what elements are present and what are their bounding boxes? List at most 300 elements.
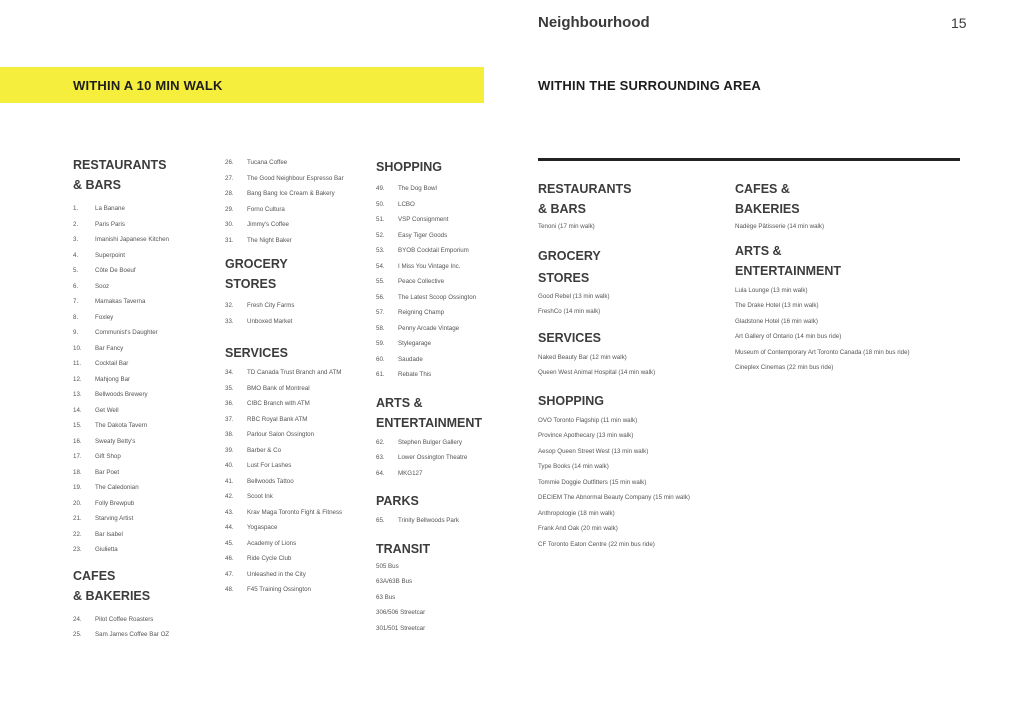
section-heading bbox=[376, 393, 491, 433]
list-item bbox=[225, 416, 345, 424]
item-text: TD Canada Trust Branch and ATM bbox=[247, 369, 342, 376]
item-text: 505 Bus bbox=[376, 562, 399, 570]
list-item bbox=[73, 205, 203, 213]
list bbox=[735, 287, 965, 372]
list-item bbox=[735, 349, 965, 357]
list-item bbox=[735, 333, 965, 341]
list-item bbox=[73, 407, 203, 415]
section-heading bbox=[73, 566, 203, 606]
item-number: 29. bbox=[225, 205, 234, 213]
item-text: Communist's Daughter bbox=[95, 329, 158, 336]
item-text: Forno Cultura bbox=[247, 205, 285, 213]
item-text: Reigning Champ bbox=[398, 309, 445, 316]
item-text: Lula Lounge (13 min walk) bbox=[735, 286, 808, 294]
list-item bbox=[73, 221, 203, 229]
list bbox=[376, 517, 491, 525]
item-number: 7. bbox=[73, 298, 79, 305]
item-text: Stylegarage bbox=[398, 340, 432, 347]
item-text: Stephen Bulger Gallery bbox=[398, 438, 462, 446]
list-item bbox=[376, 294, 491, 302]
item-number: 47. bbox=[225, 570, 234, 578]
item-number: 31. bbox=[225, 236, 234, 244]
item-text: Paris Paris bbox=[95, 220, 125, 228]
item-number: 34. bbox=[225, 369, 234, 376]
list-item bbox=[225, 431, 345, 439]
item-text: Lower Ossington Theatre bbox=[398, 454, 468, 461]
item-text: DECIEM The Abnormal Beauty Company (15 min walk) bbox=[538, 494, 690, 501]
item-number: 23. bbox=[73, 546, 82, 553]
section-heading bbox=[538, 328, 728, 348]
list-item bbox=[735, 318, 965, 326]
list bbox=[73, 205, 203, 554]
list-item bbox=[73, 484, 203, 492]
surrounding-banner: WITHIN THE SURROUNDING AREA bbox=[538, 78, 762, 93]
item-text: Tenoni (17 min walk) bbox=[538, 223, 595, 230]
item-number: 62. bbox=[376, 438, 385, 446]
list-item bbox=[376, 340, 491, 348]
list-item bbox=[225, 237, 345, 245]
item-text: Queen West Animal Hospital (14 min walk) bbox=[538, 369, 656, 376]
heading-line: SERVICES bbox=[225, 346, 288, 360]
list-item bbox=[73, 252, 203, 260]
list-item bbox=[73, 438, 203, 446]
item-number: 38. bbox=[225, 431, 234, 438]
section-heading bbox=[735, 241, 965, 281]
list-item bbox=[73, 422, 203, 430]
list-item bbox=[376, 216, 491, 224]
item-number: 10. bbox=[73, 344, 82, 352]
item-text: Get Well bbox=[95, 406, 119, 414]
list-item bbox=[73, 298, 203, 306]
item-number: 2. bbox=[73, 220, 79, 228]
item-number: 21. bbox=[73, 515, 82, 522]
list-item bbox=[538, 448, 728, 456]
list-item bbox=[225, 302, 345, 310]
list-item bbox=[376, 263, 491, 271]
item-number: 28. bbox=[225, 190, 234, 197]
item-text: Yogaspace bbox=[247, 524, 278, 531]
item-text: Imanishi Japanese Kitchen bbox=[95, 236, 169, 243]
item-number: 55. bbox=[376, 278, 385, 285]
list-item bbox=[735, 223, 965, 231]
item-text: I Miss You Vintage Inc. bbox=[398, 262, 461, 270]
item-text: 63A/63B Bus bbox=[376, 578, 413, 585]
list-item bbox=[225, 159, 345, 167]
heading-line: STORES bbox=[538, 270, 590, 285]
page-number: 15 bbox=[951, 15, 967, 31]
list-item bbox=[376, 439, 491, 447]
item-number: 16. bbox=[73, 437, 82, 445]
list bbox=[538, 354, 728, 377]
divider-rule bbox=[538, 158, 960, 161]
list-item bbox=[73, 453, 203, 461]
heading-line: & BARS bbox=[73, 178, 121, 192]
list bbox=[735, 223, 965, 231]
list-item bbox=[538, 369, 728, 377]
item-text: FreshCo (14 min walk) bbox=[538, 308, 601, 315]
item-text: CF Toronto Eaton Centre (22 min bus ride) bbox=[538, 540, 655, 548]
list-item bbox=[538, 354, 728, 362]
list-item bbox=[538, 479, 728, 487]
list-item bbox=[376, 201, 491, 209]
item-text: The Dakota Tavern bbox=[95, 422, 148, 429]
walk-banner-label: WITHIN A 10 MIN WALK bbox=[73, 78, 223, 93]
list-item bbox=[73, 360, 203, 368]
item-number: 12. bbox=[73, 375, 82, 383]
item-text: Ride Cycle Club bbox=[247, 555, 292, 562]
item-text: Bar Fancy bbox=[95, 344, 124, 352]
list bbox=[538, 293, 728, 316]
item-text: Tommie Doggie Outfitters (15 min walk) bbox=[538, 478, 647, 486]
item-number: 20. bbox=[73, 499, 82, 507]
item-text: Côte De Boeuf bbox=[95, 267, 136, 274]
list-item bbox=[225, 493, 345, 501]
list-item bbox=[735, 364, 965, 372]
list-item bbox=[73, 546, 203, 554]
item-number: 51. bbox=[376, 216, 385, 223]
item-number: 50. bbox=[376, 200, 385, 208]
section-heading bbox=[376, 539, 491, 559]
item-number: 8. bbox=[73, 313, 79, 321]
item-text: The Dog Bowl bbox=[398, 185, 437, 192]
list-item bbox=[73, 616, 203, 624]
item-number: 3. bbox=[73, 236, 79, 243]
item-number: 58. bbox=[376, 324, 385, 332]
list bbox=[225, 369, 345, 594]
item-number: 65. bbox=[376, 517, 385, 524]
item-text: MKG127 bbox=[398, 469, 423, 477]
item-text: Province Apothecary (13 min walk) bbox=[538, 432, 634, 439]
item-text: Giulietta bbox=[95, 546, 118, 553]
item-text: The Night Baker bbox=[247, 236, 292, 244]
item-number: 43. bbox=[225, 508, 234, 516]
item-number: 5. bbox=[73, 267, 79, 274]
item-number: 40. bbox=[225, 462, 234, 469]
item-text: Cocktail Bar bbox=[95, 360, 129, 367]
item-text: Bar Poet bbox=[95, 468, 120, 476]
item-text: Barber & Co bbox=[247, 446, 282, 454]
list-item bbox=[376, 309, 491, 317]
section-heading bbox=[735, 179, 965, 219]
item-number: 17. bbox=[73, 453, 82, 460]
item-number: 26. bbox=[225, 159, 234, 166]
item-text: Folly Brewpub bbox=[95, 499, 135, 507]
left-column-1 bbox=[73, 155, 203, 647]
list-item bbox=[225, 400, 345, 408]
item-text: Art Gallery of Ontario (14 min bus ride) bbox=[735, 333, 842, 340]
list-item bbox=[225, 524, 345, 532]
section-heading bbox=[538, 245, 728, 289]
item-number: 18. bbox=[73, 468, 82, 476]
item-text: Type Books (14 min walk) bbox=[538, 463, 609, 470]
list bbox=[225, 159, 345, 244]
item-number: 25. bbox=[73, 631, 82, 638]
list-item bbox=[376, 609, 491, 617]
item-number: 63. bbox=[376, 454, 385, 461]
section-heading bbox=[225, 254, 345, 294]
left-column-3 bbox=[376, 157, 491, 640]
item-number: 53. bbox=[376, 247, 385, 254]
item-text: Academy of Lions bbox=[247, 539, 297, 547]
item-number: 45. bbox=[225, 539, 234, 547]
list-item bbox=[538, 223, 728, 231]
list bbox=[225, 302, 345, 325]
section-heading bbox=[376, 157, 491, 177]
heading-line: TRANSIT bbox=[376, 541, 431, 556]
item-number: 30. bbox=[225, 221, 234, 228]
heading-line: SHOPPING bbox=[538, 393, 604, 408]
list bbox=[538, 223, 728, 231]
heading-line: CAFES & bbox=[735, 182, 790, 196]
item-text: Gift Shop bbox=[95, 453, 121, 460]
section-heading bbox=[225, 343, 345, 363]
item-text: Bang Bang Ice Cream & Bakery bbox=[247, 190, 335, 197]
item-number: 24. bbox=[73, 615, 82, 623]
list-item bbox=[225, 571, 345, 579]
item-text: Peace Collective bbox=[398, 278, 445, 285]
heading-line: & BAKERIES bbox=[73, 588, 151, 603]
list-item bbox=[225, 175, 345, 183]
list bbox=[376, 439, 491, 478]
item-text: Jimmy's Coffee bbox=[247, 221, 289, 228]
item-text: Nadège Pâtisserie (14 min walk) bbox=[735, 223, 825, 230]
heading-line: BAKERIES bbox=[735, 202, 800, 216]
item-text: Unboxed Market bbox=[247, 317, 293, 325]
item-number: 56. bbox=[376, 293, 385, 301]
item-number: 13. bbox=[73, 391, 82, 398]
item-number: 41. bbox=[225, 477, 234, 485]
heading-line: ENTERTAINMENT bbox=[735, 263, 842, 278]
walk-banner bbox=[0, 67, 484, 103]
list-item bbox=[225, 206, 345, 214]
item-number: 48. bbox=[225, 586, 234, 593]
item-text: Parlour Salon Ossington bbox=[247, 431, 315, 438]
item-number: 57. bbox=[376, 309, 385, 316]
page-title: Neighbourhood bbox=[538, 14, 650, 31]
left-column-2 bbox=[225, 159, 345, 602]
item-text: BYOB Cocktail Emporium bbox=[398, 247, 469, 254]
item-text: Foxley bbox=[95, 313, 114, 321]
item-number: 52. bbox=[376, 231, 385, 239]
list bbox=[73, 616, 203, 639]
item-text: Anthropologie (18 min walk) bbox=[538, 509, 615, 517]
item-number: 64. bbox=[376, 469, 385, 477]
item-text: 306/506 Streetcar bbox=[376, 609, 426, 616]
list-item bbox=[376, 232, 491, 240]
item-text: Bar Isabel bbox=[95, 530, 123, 538]
item-text: Mahjong Bar bbox=[95, 375, 131, 383]
heading-line: SERVICES bbox=[538, 330, 601, 345]
item-text: Frank And Oak (20 min walk) bbox=[538, 525, 618, 532]
list-item bbox=[735, 287, 965, 295]
item-text: BMO Bank of Montreal bbox=[247, 384, 310, 392]
heading-line: ARTS & bbox=[735, 243, 782, 258]
item-number: 6. bbox=[73, 282, 79, 290]
list-item bbox=[376, 594, 491, 602]
item-text: Sooz bbox=[95, 282, 110, 290]
list-item bbox=[73, 631, 203, 639]
item-number: 42. bbox=[225, 493, 234, 500]
heading-line: STORES bbox=[225, 277, 277, 291]
item-number: 32. bbox=[225, 302, 234, 309]
section-heading bbox=[73, 155, 203, 195]
list bbox=[538, 417, 728, 549]
item-text: Pilot Coffee Roasters bbox=[95, 615, 154, 623]
list-item bbox=[73, 469, 203, 477]
list-item bbox=[376, 356, 491, 364]
list-item bbox=[73, 283, 203, 291]
list-item bbox=[376, 454, 491, 462]
item-number: 49. bbox=[376, 185, 385, 192]
list-item bbox=[73, 329, 203, 337]
list-item bbox=[376, 578, 491, 586]
list-item bbox=[376, 278, 491, 286]
item-text: La Banane bbox=[95, 205, 125, 212]
item-text: Krav Maga Toronto Fight & Fitness bbox=[247, 508, 343, 516]
item-text: Saudade bbox=[398, 355, 423, 363]
item-text: Unleashed in the City bbox=[247, 570, 306, 578]
item-text: LCBO bbox=[398, 200, 415, 208]
list-item bbox=[538, 541, 728, 549]
heading-line: GROCERY bbox=[538, 248, 601, 263]
item-text: Easy Tiger Goods bbox=[398, 231, 448, 239]
item-text: Museum of Contemporary Art Toronto Canada (18 min bus ride) bbox=[735, 348, 910, 356]
item-text: Trinity Bellwoods Park bbox=[398, 517, 459, 524]
item-number: 59. bbox=[376, 340, 385, 347]
list-item bbox=[538, 494, 728, 502]
item-number: 46. bbox=[225, 555, 234, 562]
item-text: Lust For Lashes bbox=[247, 462, 292, 469]
item-number: 54. bbox=[376, 262, 385, 270]
heading-line: GROCERY bbox=[225, 257, 288, 271]
item-number: 4. bbox=[73, 251, 79, 259]
list-item bbox=[225, 586, 345, 594]
list-item bbox=[376, 325, 491, 333]
list-item bbox=[73, 376, 203, 384]
item-number: 15. bbox=[73, 422, 82, 429]
section-heading bbox=[538, 179, 728, 219]
list-item bbox=[225, 190, 345, 198]
heading-line: & BARS bbox=[538, 202, 586, 216]
list-item bbox=[735, 302, 965, 310]
item-text: Cineplex Cinemas (22 min bus ride) bbox=[735, 364, 834, 371]
section-heading bbox=[376, 491, 491, 511]
list-item bbox=[225, 555, 345, 563]
list-item bbox=[225, 509, 345, 517]
list-item bbox=[376, 371, 491, 379]
list bbox=[376, 563, 491, 633]
item-text: VSP Consignment bbox=[398, 216, 449, 223]
list-item bbox=[73, 500, 203, 508]
item-text: Gladstone Hotel (16 min walk) bbox=[735, 317, 818, 325]
heading-line: ENTERTAINMENT bbox=[376, 415, 483, 430]
item-text: Penny Arcade Vintage bbox=[398, 324, 460, 332]
item-text: CIBC Branch with ATM bbox=[247, 400, 310, 407]
heading-line: CAFES bbox=[73, 568, 116, 583]
list-item bbox=[73, 314, 203, 322]
item-number: 39. bbox=[225, 446, 234, 454]
heading-line: PARKS bbox=[376, 494, 419, 508]
item-text: The Good Neighbour Espresso Bar bbox=[247, 174, 344, 182]
heading-line: RESTAURANTS bbox=[538, 182, 632, 196]
list-item bbox=[225, 447, 345, 455]
item-text: Starving Artist bbox=[95, 515, 134, 522]
list-item bbox=[225, 385, 345, 393]
item-number: 61. bbox=[376, 371, 385, 378]
list-item bbox=[376, 247, 491, 255]
item-number: 22. bbox=[73, 530, 82, 538]
list-item bbox=[73, 345, 203, 353]
item-text: Superpoint bbox=[95, 251, 125, 259]
list-item bbox=[225, 318, 345, 326]
right-column-2 bbox=[735, 179, 965, 380]
item-number: 60. bbox=[376, 355, 385, 363]
list-item bbox=[538, 308, 728, 316]
item-text: Rebate This bbox=[398, 371, 432, 378]
list-item bbox=[538, 525, 728, 533]
item-text: F45 Training Ossington bbox=[247, 586, 311, 593]
list-item bbox=[73, 531, 203, 539]
item-text: Good Rebel (13 min walk) bbox=[538, 292, 610, 300]
item-number: 27. bbox=[225, 174, 234, 182]
item-text: Sweaty Betty's bbox=[95, 437, 136, 445]
item-text: Mamakas Taverna bbox=[95, 298, 146, 305]
item-text: 63 Bus bbox=[376, 593, 396, 601]
section-heading bbox=[538, 391, 728, 411]
heading-line: RESTAURANTS bbox=[73, 158, 167, 172]
item-number: 9. bbox=[73, 329, 79, 336]
item-text: Sam James Coffee Bar OZ bbox=[95, 631, 170, 638]
heading-line: SHOPPING bbox=[376, 160, 442, 174]
item-text: Bellwoods Tattoo bbox=[247, 477, 294, 485]
list-item bbox=[225, 369, 345, 377]
item-text: Scoot Ink bbox=[247, 493, 273, 500]
item-text: Fresh City Farms bbox=[247, 302, 295, 309]
item-number: 1. bbox=[73, 205, 79, 212]
item-number: 35. bbox=[225, 384, 234, 392]
item-number: 33. bbox=[225, 317, 234, 325]
item-number: 36. bbox=[225, 400, 234, 407]
list-item bbox=[73, 515, 203, 523]
list-item bbox=[225, 478, 345, 486]
item-text: Tucana Coffee bbox=[247, 159, 288, 166]
item-text: Bellwoods Brewery bbox=[95, 391, 148, 398]
list-item bbox=[73, 236, 203, 244]
item-text: OVO Toronto Flagship (11 min walk) bbox=[538, 416, 638, 424]
list-item bbox=[225, 221, 345, 229]
item-number: 19. bbox=[73, 484, 82, 491]
item-text: Naked Beauty Bar (12 min walk) bbox=[538, 353, 627, 361]
list-item bbox=[538, 463, 728, 471]
list-item bbox=[376, 517, 491, 525]
right-column-1 bbox=[538, 179, 728, 556]
list bbox=[376, 185, 491, 379]
list-item bbox=[376, 470, 491, 478]
list-item bbox=[225, 540, 345, 548]
item-text: RBC Royal Bank ATM bbox=[247, 415, 308, 423]
heading-line: ARTS & bbox=[376, 395, 423, 410]
item-number: 14. bbox=[73, 406, 82, 414]
item-number: 11. bbox=[73, 360, 82, 367]
list-item bbox=[538, 432, 728, 440]
item-text: The Drake Hotel (13 min walk) bbox=[735, 302, 819, 309]
item-text: 301/501 Streetcar bbox=[376, 624, 426, 632]
list-item bbox=[538, 293, 728, 301]
list-item bbox=[73, 267, 203, 275]
item-text: The Latest Scoop Ossington bbox=[398, 293, 477, 301]
list-item bbox=[73, 391, 203, 399]
list-item bbox=[376, 625, 491, 633]
